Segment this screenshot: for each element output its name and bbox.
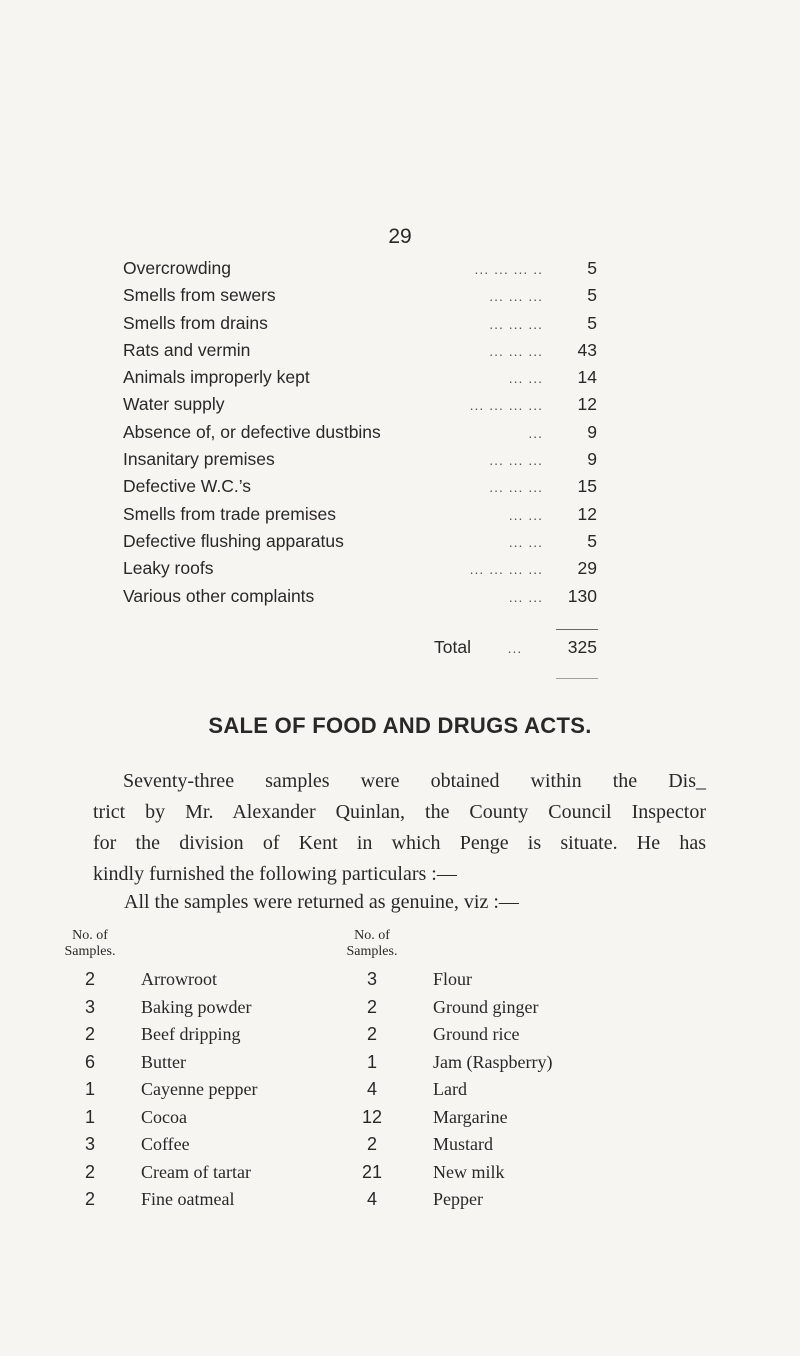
- sample-count: 2: [84, 1189, 95, 1209]
- total-count: 325: [567, 637, 597, 657]
- leader-dots: ...: [528, 424, 543, 441]
- paragraph-line: trict by Mr. Alexander Quinlan, the County Council Inspector: [93, 801, 706, 823]
- sample-count: 21: [361, 1161, 383, 1182]
- sample-row: [0, 994, 800, 1020]
- complaint-row: [123, 364, 597, 391]
- complaint-label: Smells from trade premises: [123, 503, 336, 524]
- total-row: [123, 637, 597, 658]
- sample-item: Ground rice: [433, 1024, 520, 1044]
- sample-item: Beef dripping: [141, 1024, 241, 1044]
- complaint-row: [123, 446, 597, 473]
- complaint-count: 12: [577, 394, 597, 415]
- complaint-label: Animals improperly kept: [123, 367, 310, 388]
- complaint-count: 5: [587, 285, 597, 306]
- sample-row: [0, 1186, 800, 1212]
- complaint-count: 29: [577, 558, 597, 579]
- total-underline: [556, 678, 598, 679]
- leader-dots: ... ...: [508, 370, 543, 387]
- sample-count: 2: [84, 969, 95, 989]
- leader-dots: ... ... ...: [489, 452, 543, 469]
- section-heading: SALE OF FOOD AND DRUGS ACTS.: [208, 713, 592, 738]
- sample-row: [0, 1159, 800, 1185]
- sample-count: 12: [361, 1106, 383, 1127]
- sample-item: Ground ginger: [433, 996, 539, 1017]
- sample-count: 2: [366, 1134, 377, 1154]
- sample-item: Flour: [433, 969, 473, 989]
- sample-item: Lard: [433, 1079, 467, 1099]
- leader-dots: ... ...: [508, 533, 543, 550]
- sample-row: [0, 1076, 800, 1102]
- sample-item: Mustard: [433, 1134, 493, 1154]
- sample-row: [0, 1021, 800, 1047]
- complaint-count: 15: [577, 476, 597, 497]
- paragraph-line: for the division of Kent in which Penge is situate. He has: [93, 832, 706, 854]
- complaint-count: 9: [587, 449, 597, 470]
- complaint-count: 5: [587, 530, 597, 551]
- sample-item: New milk: [433, 1161, 505, 1182]
- complaint-row: [123, 255, 597, 282]
- body-paragraph: [93, 766, 706, 890]
- sample-item: Baking powder: [141, 996, 252, 1017]
- sample-count: 4: [366, 1189, 377, 1209]
- complaint-label: Defective flushing apparatus: [123, 530, 344, 551]
- sample-item: Margarine: [433, 1106, 508, 1127]
- sample-item: Butter: [141, 1051, 186, 1072]
- complaint-count: 5: [587, 258, 597, 278]
- sample-item: Cayenne pepper: [141, 1079, 258, 1099]
- sample-item: Arrowroot: [141, 969, 217, 989]
- leader-dots: ... ... ...: [489, 288, 543, 305]
- complaint-row: [123, 473, 597, 500]
- complaint-row: [123, 310, 597, 337]
- sample-count: 2: [84, 1161, 95, 1182]
- sample-item: Cocoa: [141, 1106, 187, 1127]
- complaint-label: Smells from sewers: [123, 285, 276, 306]
- sample-item: Jam (Raspberry): [433, 1051, 553, 1072]
- complaint-label: Overcrowding: [123, 258, 231, 278]
- sample-item: Coffee: [141, 1134, 190, 1154]
- paragraph-line: Seventy-three samples were obtained within the Dis_: [123, 770, 706, 792]
- complaint-label: Defective W.C.’s: [123, 476, 252, 497]
- sample-count: 3: [366, 969, 377, 989]
- complaint-row: [123, 419, 597, 446]
- leader-dots: ... ... ...: [489, 315, 543, 332]
- leader-dots: ... ...: [508, 506, 543, 523]
- complaints-table: [123, 255, 597, 610]
- sample-count: 1: [84, 1079, 95, 1099]
- sample-row: [0, 1131, 800, 1157]
- sample-count: 2: [84, 1024, 95, 1044]
- leader-dots: ... ... ...: [489, 342, 543, 359]
- leader-dots: ... ...: [508, 588, 543, 605]
- sample-count: 2: [366, 1024, 377, 1044]
- sample-count: 2: [366, 996, 377, 1017]
- sample-row: [0, 1049, 800, 1075]
- sample-count: 3: [84, 996, 95, 1017]
- sample-item: Pepper: [433, 1189, 483, 1209]
- sample-row: [0, 966, 800, 992]
- complaint-row: [123, 391, 597, 418]
- complaint-row: [123, 337, 597, 364]
- complaint-label: Leaky roofs: [123, 558, 214, 579]
- complaint-label: Insanitary premises: [123, 449, 275, 470]
- sample-count: 3: [84, 1134, 95, 1154]
- column-header-samples: No. of Samples.: [346, 928, 398, 959]
- complaint-label: Rats and vermin: [123, 339, 251, 360]
- complaint-count: 14: [577, 367, 597, 388]
- complaint-row: [123, 583, 597, 610]
- leader-dots: ... ... ... ...: [469, 561, 543, 578]
- leader-dots: ... ... ... ..: [474, 261, 543, 277]
- complaint-row: [123, 555, 597, 582]
- complaint-label: Absence of, or defective dustbins: [123, 421, 381, 442]
- sum-rule: [556, 629, 598, 630]
- complaint-row: [123, 282, 597, 309]
- page-number: 29: [388, 225, 412, 248]
- complaint-label: Water supply: [123, 394, 225, 415]
- leader-dots: ... ... ... ...: [469, 397, 543, 414]
- leader-dots: ...: [507, 640, 523, 656]
- complaint-count: 9: [587, 421, 597, 442]
- complaint-label: Various other complaints: [123, 585, 315, 606]
- complaint-count: 130: [567, 585, 597, 606]
- column-header-samples: No. of Samples.: [64, 928, 116, 959]
- complaint-row: [123, 501, 597, 528]
- sample-count: 4: [366, 1079, 377, 1099]
- complaint-count: 43: [577, 339, 597, 360]
- sample-count: 1: [366, 1051, 377, 1072]
- complaint-row: [123, 528, 597, 555]
- sample-row: [0, 1104, 800, 1130]
- sample-item: Cream of tartar: [141, 1161, 251, 1182]
- sample-count: 6: [84, 1051, 95, 1072]
- leader-dots: ... ... ...: [489, 479, 543, 496]
- total-label: Total: [434, 637, 471, 657]
- complaint-count: 12: [577, 503, 597, 524]
- paragraph-line: kindly furnished the following particulars :—: [93, 863, 457, 885]
- sample-item: Fine oatmeal: [141, 1189, 235, 1209]
- sample-count: 1: [84, 1106, 95, 1127]
- complaint-label: Smells from drains: [123, 312, 268, 333]
- complaint-count: 5: [587, 312, 597, 333]
- samples-intro: All the samples were returned as genuine, viz :—: [124, 891, 519, 913]
